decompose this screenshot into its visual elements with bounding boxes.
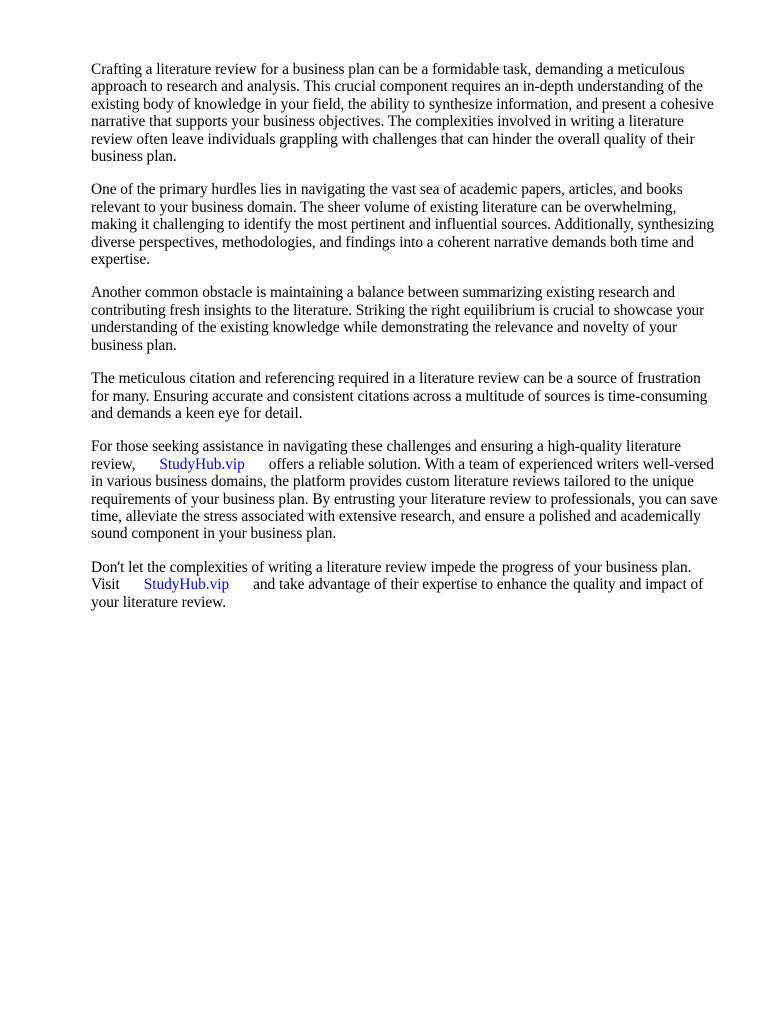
document-body bbox=[91, 61, 721, 627]
closing-text-before: Don't let the complexities of writing a literature review impede the progress of your business plan. Visit bbox=[91, 558, 692, 594]
paragraph-assistance bbox=[91, 438, 721, 542]
assistance-text-after: offers a reliable solution. With a team of experienced writers well-versed in various business domains, the platform provides custom literature reviews tailored to the unique requirements of your business plan. By entrusting your literature review to professionals, you can save time, alleviate the stress associated with extensive research, and ensure a polished and academically sound component in your business plan. bbox=[91, 455, 718, 543]
assistance-text-before: For those seeking assistance in navigating these challenges and ensuring a high-quality literature review, bbox=[91, 438, 682, 473]
closing-text-after: and take advantage of their expertise to enhance the quality and impact of your literature review. bbox=[91, 576, 704, 611]
paragraph-citation: The meticulous citation and referencing required in a literature review can be a source of frustration for many. Ensuring accurate and consistent citations across a multitude of sources is time-consuming and demands a keen eye for detail. bbox=[91, 370, 708, 422]
studyhub-link[interactable]: StudyHub.vip bbox=[159, 455, 245, 473]
studyhub-visit-link[interactable]: StudyHub.vip bbox=[143, 576, 230, 594]
paragraph-closing bbox=[91, 559, 721, 611]
paragraph-intro: Crafting a literature review for a business plan can be a formidable task, demanding a meticulous approach to research and analysis. This crucial component requires an in-depth understanding of the existing body of knowledge in your field, the ability to synthesize information, and present a cohesive narrative that supports your business objectives. The complexities involved in writing a literature review often leave individuals grappling with challenges that can hinder the overall quality of their business plan. bbox=[91, 61, 714, 166]
paragraph-hurdles: One of the primary hurdles lies in navigating the vast sea of academic papers, articles, and books relevant to your business domain. The sheer volume of existing literature can be overwhelming, making it challenging to identify the most pertinent and influential sources. Additionally, synthesizing diverse perspectives, methodologies, and findings into a coherent narrative demands both time and expertise. bbox=[91, 181, 714, 269]
paragraph-balance: Another common obstacle is maintaining a balance between summarizing existing research and contributing fresh insights to the literature. Striking the right equilibrium is crucial to showcase your understanding of the existing knowledge while demonstrating the relevance and novelty of your business plan. bbox=[91, 284, 705, 354]
